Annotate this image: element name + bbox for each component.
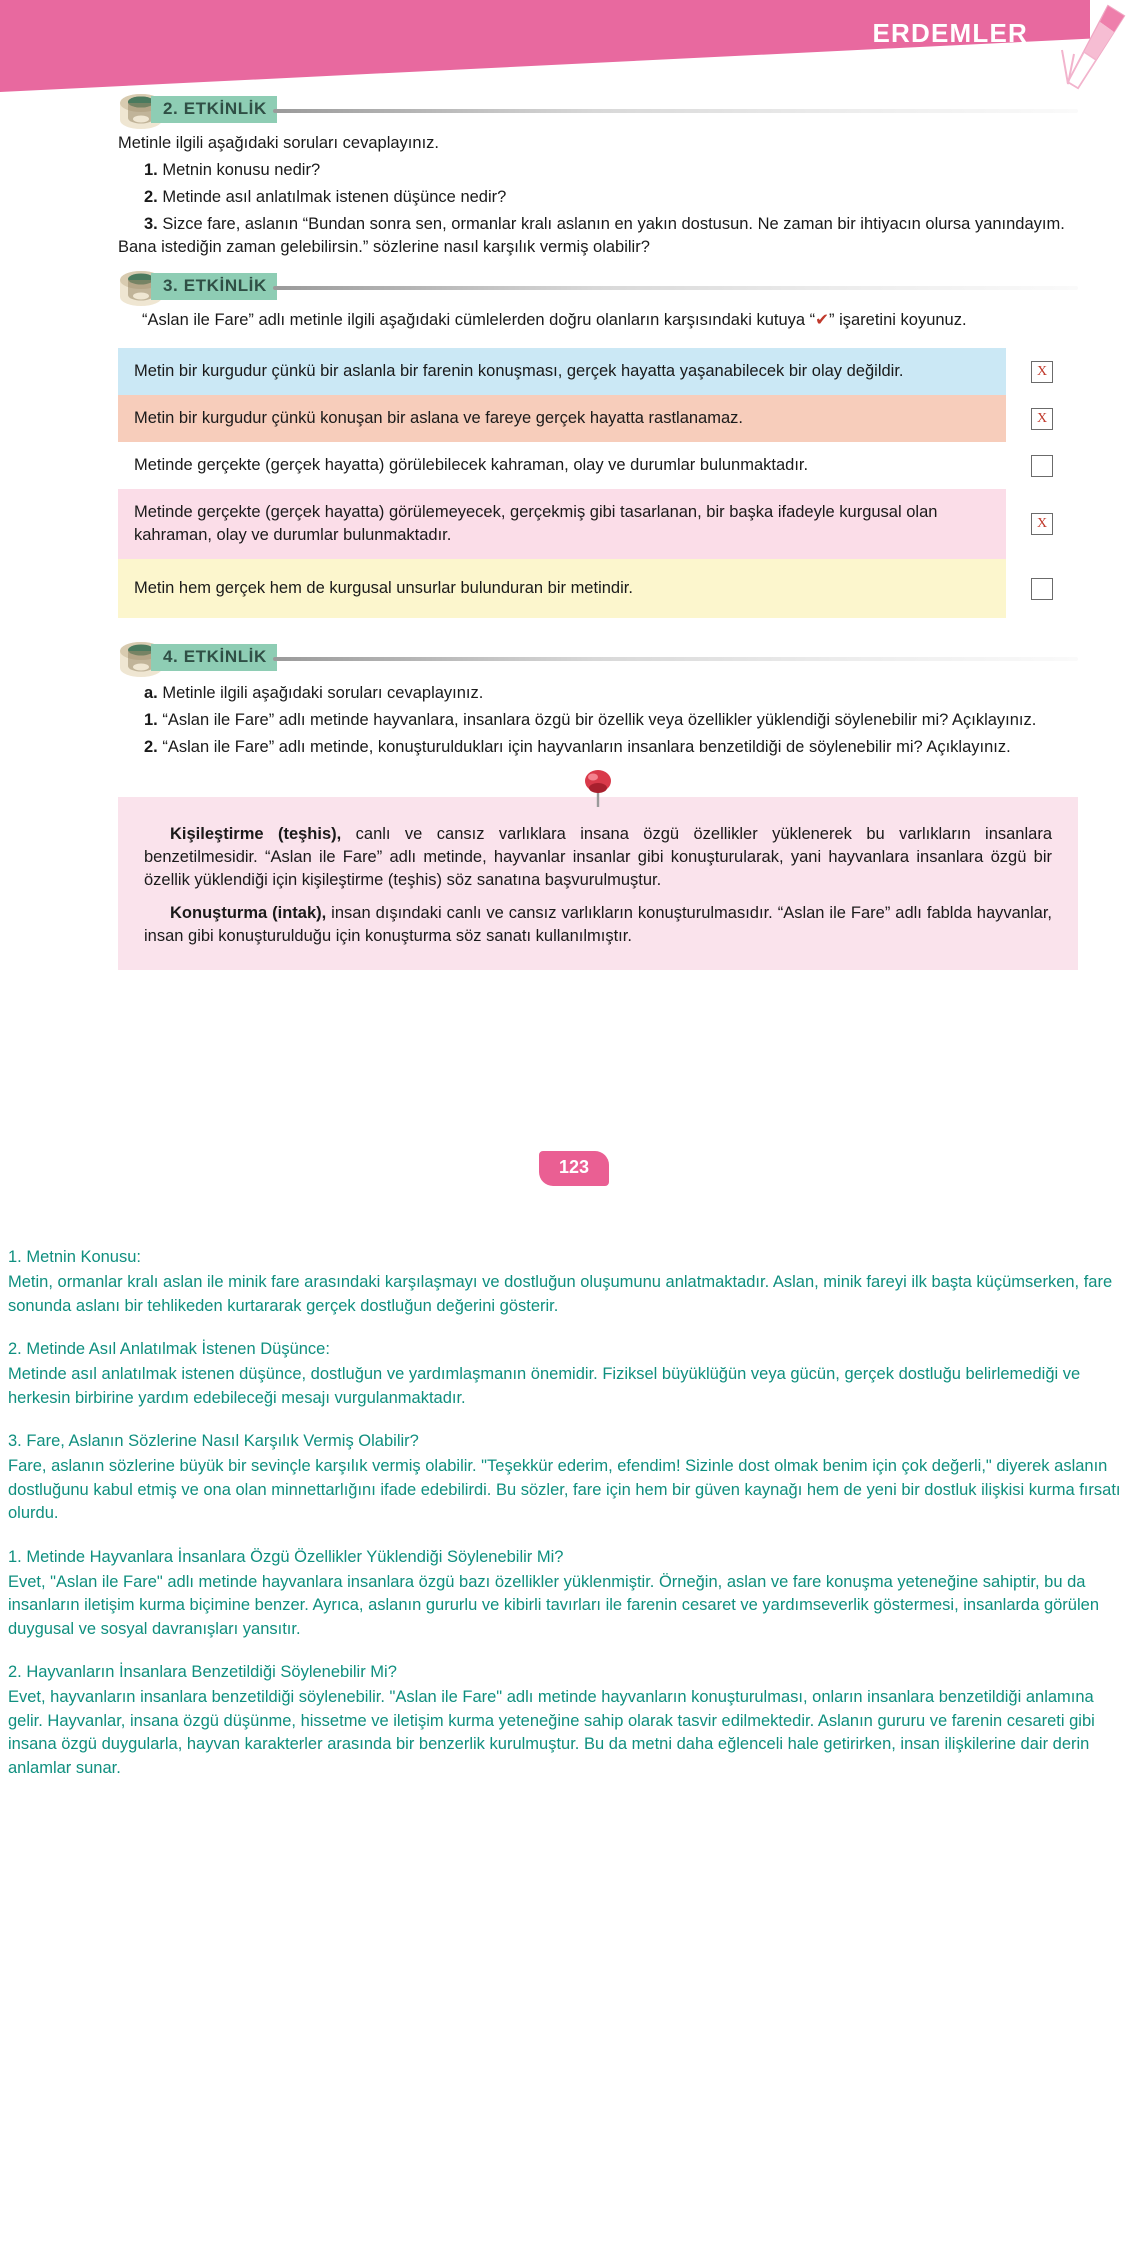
activity-2-question-3 — [118, 213, 1078, 259]
checkbox[interactable]: X — [1031, 408, 1053, 430]
answers-section — [0, 1246, 1148, 1800]
answer-heading: 2. Metinde Asıl Anlatılmak İstenen Düşünce: — [8, 1340, 330, 1358]
answer-block — [8, 1338, 1132, 1410]
activity-3-intro — [118, 309, 1078, 332]
check-glyph-icon: ✔ — [815, 311, 829, 329]
info-text-2: insan dışındaki canlı ve cansız varlıkların konuşturulmasıdır. “Aslan ile Fare” adlı fablda hayvanlar, insan gibi konuşturulduğu için konuşturma söz sanatı kullanılmıştır. — [144, 904, 1052, 945]
q-number: 3. — [144, 215, 158, 233]
activity-4-intro — [118, 682, 1078, 705]
statement-text: Metin bir kurgudur çünkü konuşan bir aslana ve fareye gerçek hayatta rastlanamaz. — [118, 395, 1006, 442]
checkbox[interactable] — [1031, 578, 1053, 600]
page-body — [0, 96, 1148, 1777]
intro-text-part1: “Aslan ile Fare” adlı metinle ilgili aşağıdaki cümlelerden doğru olanların karşısındaki kutuya “ — [142, 311, 816, 329]
activity-3-section — [118, 273, 1078, 618]
feather-pen-icon — [1038, 2, 1130, 94]
term-konusturma: Konuşturma (intak), — [170, 904, 327, 922]
table-row — [118, 395, 1078, 442]
statement-text: Metinde gerçekte (gerçek hayatta) görülemeyecek, gerçekmiş gibi tasarlanan, bir başka ifadeyle kurgusal olan kahraman, olay ve durumlar bulunmaktadır. — [118, 489, 1006, 559]
checkbox[interactable]: X — [1031, 361, 1053, 383]
q-number: 1. — [144, 161, 158, 179]
checkbox-cell[interactable] — [1006, 348, 1078, 395]
activity-4-label: 4. ETKİNLİK — [151, 644, 277, 671]
answer-heading: 1. Metnin Konusu: — [8, 1248, 141, 1266]
answer-block — [8, 1430, 1132, 1526]
answer-heading: 2. Hayvanların İnsanlara Benzetildiği Söylenebilir Mi? — [8, 1663, 397, 1681]
activity-4-section — [118, 644, 1078, 759]
answer-body: Evet, hayvanların insanlara benzetildiği söylenebilir. "Aslan ile Fare" adlı metinde hayvanların konuşturulması, onların insanlara benzetildiği anlamına gelir. Hayvanlar, insana özgü düşünme, hissetme ve iletişim kurma yeteneğine sahip olarak tasvir edilmektedir. Aslanın gururu ve farenin cesareti gibi insana özgü duygularla, hayvan karakterler arasında bir benzerlik kurulmuştur. Bu da metni daha eğlenceli hale getirirken, insan ilişkilerine dair derin anlamlar sunar. — [8, 1688, 1095, 1777]
intro-text: Metinle ilgili aşağıdaki soruları cevaplayınız. — [157, 684, 484, 702]
checkbox-cell[interactable] — [1006, 559, 1078, 618]
heading-rule — [273, 286, 1078, 290]
q-text: Metnin konusu nedir? — [157, 161, 321, 179]
statement-text: Metinde gerçekte (gerçek hayatta) görülebilecek kahraman, olay ve durumlar bulunmaktadır. — [118, 442, 1006, 489]
info-paragraph-2 — [144, 902, 1052, 948]
activity-4-question-2 — [118, 736, 1078, 759]
activity-3-heading — [118, 273, 1078, 303]
checkbox[interactable]: X — [1031, 513, 1053, 535]
q-text: “Aslan ile Fare” adlı metinde, konuşturuldukları için hayvanların insanlara benzetildiği de söylenebilir mi? Açıklayınız. — [157, 738, 1011, 756]
answer-body: Fare, aslanın sözlerine büyük bir sevinçle karşılık vermiş olabilir. "Teşekkür ederim, efendim! Sizinle dost olmak benim için çok değerli," diyerek aslanın dostluğunu kabul etmiş ve ona olan minnettarlığını ifade edebilirdi. Bu sözler, fare için hem bir güven kaynağı hem de yeni bir dostluk ilişkisi kurma fırsatı olurdu. — [8, 1457, 1121, 1522]
statement-text: Metin hem gerçek hem de kurgusal unsurlar bulunduran bir metindir. — [118, 559, 1006, 618]
activity-2-question-2 — [118, 186, 1078, 209]
answer-heading: 1. Metinde Hayvanlara İnsanlara Özgü Özellikler Yüklendiği Söylenebilir Mi? — [8, 1547, 564, 1566]
activity-4-heading — [118, 644, 1078, 674]
activity-2-section — [118, 96, 1078, 259]
activity-3-label: 3. ETKİNLİK — [151, 273, 277, 300]
activity-2-heading — [118, 96, 1078, 126]
term-kisilestirme: Kişileştirme (teşhis), — [170, 825, 342, 843]
q-number: 2. — [144, 738, 158, 756]
intro-text-part2: ” işaretini koyunuz. — [829, 311, 967, 329]
activity-4-question-1 — [118, 709, 1078, 732]
info-text-1: canlı ve cansız varlıklara insana özgü özellikler yüklenerek bu varlıkların insanlara benzetilmesidir. “Aslan ile Fare” adlı metinde, hayvanlar insanlar gibi konuşturularak, yani hayvanlara insanlara özgü bir özellik yüklendiği için kişileştirme (teşhis) söz sanatına başvurulmuştur. — [144, 825, 1052, 889]
intro-letter: a. — [144, 684, 158, 702]
info-box-wrapper — [118, 797, 1078, 970]
activity-2-intro: Metinle ilgili aşağıdaki soruları cevaplayınız. — [118, 134, 439, 152]
activity-2-label: 2. ETKİNLİK — [151, 96, 277, 123]
q-text: Sizce fare, aslanın “Bundan sonra sen, ormanlar kralı aslanın en yakın dostusun. Ne zaman bir ihtiyacın olursa yanındayım. Bana istediğin zaman gelebilirsin.” sözlerine nasıl karşılık vermiş olabilir? — [118, 215, 1065, 256]
table-row — [118, 442, 1078, 489]
answer-body: Metin, ormanlar kralı aslan ile minik fare arasındaki karşılaşmayı ve dostluğun oluşumunu anlatmaktadır. Aslan, minik fareyi ilk başta küçümserken, fare sonunda aslanı bir tehlikeden kurtararak gerçek dostluğun değerini gösterir. — [8, 1273, 1113, 1315]
table-row — [118, 489, 1078, 559]
statement-rows — [118, 348, 1078, 618]
q-text: “Aslan ile Fare” adlı metinde hayvanlara, insanlara özgü bir özellik veya özellikler yüklendiği söylenebilir mi? Açıklayınız. — [157, 711, 1037, 729]
checkbox[interactable] — [1031, 455, 1053, 477]
page-number-wrapper — [0, 1151, 1148, 1186]
checkbox-cell[interactable] — [1006, 395, 1078, 442]
heading-rule — [273, 109, 1078, 113]
page-header — [0, 0, 1148, 96]
q-text: Metinde asıl anlatılmak istenen düşünce nedir? — [157, 188, 507, 206]
table-row — [118, 559, 1078, 618]
answer-body: Evet, "Aslan ile Fare" adlı metinde hayvanlara insanlara özgü bazı özellikler yüklenmiştir. Örneğin, aslan ve fare konuşma yeteneğine sahiptir, bu da insanların iletişim kurma biçimine benzer. Ayrıca, aslanın gururlu ve kibirli tavırları ile farenin cesaret ve yardımseverlik göstermesi, insanlarda görülen duygusal ve sosyal davranışları yansıtır. — [8, 1572, 1099, 1638]
answer-block — [8, 1546, 1132, 1642]
answer-block — [8, 1661, 1132, 1780]
heading-rule — [273, 657, 1078, 661]
page-number-badge: 123 — [539, 1151, 609, 1186]
table-row — [118, 348, 1078, 395]
checkbox-cell[interactable] — [1006, 442, 1078, 489]
statement-text: Metin bir kurgudur çünkü bir aslanla bir farenin konuşması, gerçek hayatta yaşanabilecek bir olay değildir. — [118, 348, 1006, 395]
q-number: 1. — [144, 711, 158, 729]
answer-body: Metinde asıl anlatılmak istenen düşünce, dostluğun ve yardımlaşmanın önemidir. Fiziksel büyüklüğün veya gücün, gerçek dostluğu belirlemediği ve herkesin birbirine yardım edebileceği mesajı vurgulanmaktadır. — [8, 1365, 1081, 1407]
statements-table — [118, 348, 1078, 618]
checkbox-cell[interactable] — [1006, 489, 1078, 559]
answer-block — [8, 1246, 1132, 1318]
info-box — [118, 797, 1078, 970]
activity-2-question-1 — [118, 159, 1078, 182]
page-title: ERDEMLER — [872, 18, 1028, 48]
answer-heading: 3. Fare, Aslanın Sözlerine Nasıl Karşılık Vermiş Olabilir? — [8, 1432, 419, 1450]
info-paragraph-1 — [144, 823, 1052, 892]
q-number: 2. — [144, 188, 158, 206]
pushpin-icon — [578, 763, 618, 809]
